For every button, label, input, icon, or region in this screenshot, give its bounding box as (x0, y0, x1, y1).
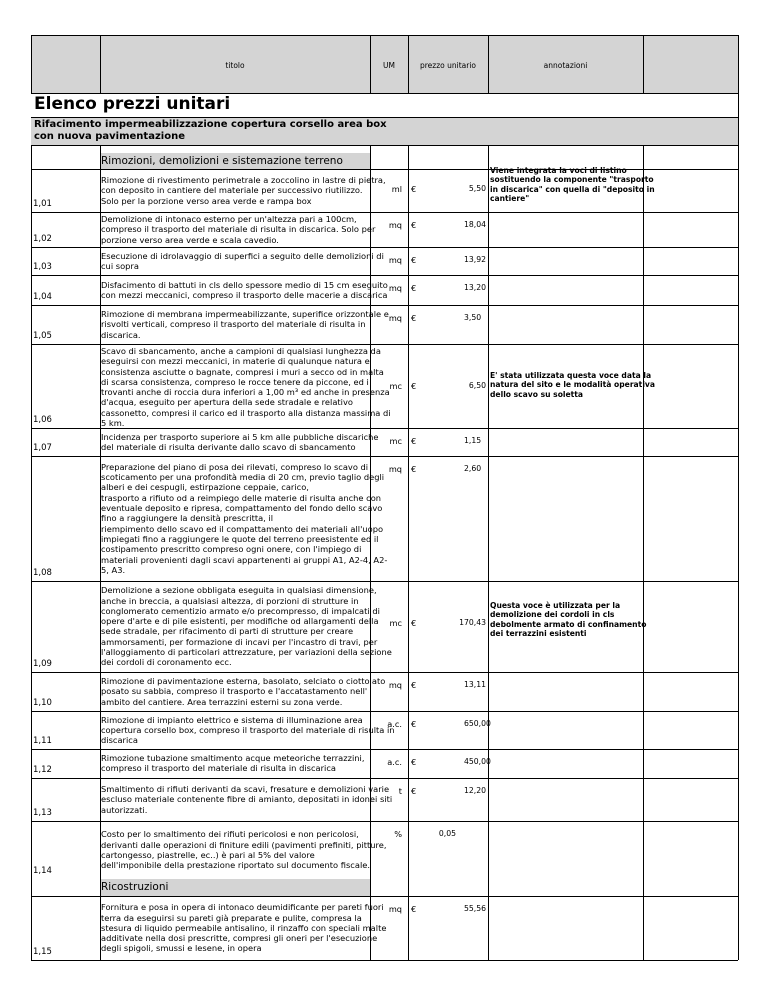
header-col-divider (643, 35, 644, 93)
row-description-line: eseguirsi con mezzi meccanici, in materie di qualunque natura e (101, 356, 370, 367)
row-description-line: Demolizione di intonaco esterno per un'altezza pari a 100cm, (101, 214, 357, 225)
row-price: 0,05 (438, 829, 456, 838)
row-description-line: Rimozione di pavimentazione esterna, basolato, selciato o ciottolato (101, 676, 386, 687)
row-description-line: posato su sabbia, compreso il trasporto e l'accatastamento nell' (101, 686, 368, 697)
row-description-line: Rimozione di rivestimento perimetrale a zoccolino in lastre di pietra, (101, 175, 386, 186)
row-price: 12,20 (464, 786, 487, 795)
row-price: 5,50 (468, 184, 486, 193)
row-description-line: trasporto a rifiuto od a reimpiego delle materie di risulta anche con (101, 492, 382, 503)
row-unit: mq (388, 680, 402, 690)
row-description-line: Solo per la porzione verso area verde e rampa box (101, 195, 312, 206)
row-price: 170,43 (459, 618, 486, 627)
row-code: 1,11 (33, 736, 52, 746)
row-annotation-line: demolizione dei cordoli in cls (490, 610, 615, 620)
currency-symbol: € (411, 184, 417, 194)
row-description-line: Esecuzione di idrolavaggio di superfici a seguito delle demolizioni di (101, 250, 384, 261)
subtitle-top-line (31, 117, 738, 118)
row-description-line: risvolti verticali, compreso il trasporto del materiale di risulta in (101, 319, 366, 330)
row-description-line: impiegati fino a raggiungere le quote del terreno preesistente ed il (101, 533, 379, 544)
row-description-line: scoticamento per una profondità media di 20 cm, previo taglio degli (101, 472, 385, 483)
row-description-line: Demolizione a sezione obbligata eseguita in qualsiasi dimensione, (101, 585, 377, 596)
row-description (101, 902, 387, 954)
row-description-line: cui sopra (101, 260, 139, 271)
row-divider (31, 581, 738, 582)
row-code: 1,04 (33, 292, 52, 302)
row-description-line: porzione verso area verde e scala cavedio. (101, 234, 279, 245)
row-description (101, 585, 392, 668)
row-divider (31, 247, 738, 248)
row-description-line: Disfacimento di battuti in cls dello spessore medio di 15 cm eseguito (101, 279, 388, 290)
col-divider (488, 145, 489, 960)
row-code: 1,07 (33, 443, 52, 453)
row-code: 1,13 (33, 808, 52, 818)
row-description-line: eventuale deposito e ripresa, compattamento del fondo dello scavo (101, 503, 383, 514)
row-description-line: Costo per lo smaltimento dei rifiuti pericolosi e non pericolosi, (101, 829, 359, 840)
row-code: 1,05 (33, 331, 52, 341)
row-description-line: conglomerato cementizio armato e/o precompresso, di impalcati di (101, 605, 380, 616)
row-annotation-line: cantiere" (490, 194, 530, 204)
row-annotation (490, 601, 645, 639)
row-description-line: stesura di liquido permeabile antisalino, il rinzaffo con speciali malte (101, 922, 387, 933)
row-divider (31, 275, 738, 276)
header-notes: annotazioni (543, 61, 588, 70)
row-description (101, 214, 376, 245)
row-code: 1,15 (33, 947, 52, 957)
row-description (101, 346, 391, 429)
row-description-line: Rimozione di membrana impermeabilizzante, superifice orizzontale e (101, 309, 389, 320)
row-unit: mq (388, 283, 402, 293)
row-unit: mq (388, 220, 402, 230)
row-code: 1,10 (33, 698, 52, 708)
row-divider (31, 305, 738, 306)
row-annotation-line: Questa voce è utilizzata per la (490, 601, 621, 610)
row-description-line: escluso materiale contenente fibre di amianto, depositati in idonei siti (101, 794, 393, 805)
row-description-line: Preparazione del piano di posa dei rilevati, compreso lo scavo di (101, 461, 369, 472)
row-price: 6,50 (468, 381, 486, 390)
row-description (101, 279, 388, 301)
row-divider (31, 672, 738, 673)
row-description-line: Incidenza per trasporto superiore ai 5 km alle pubbliche discariche (101, 431, 379, 442)
section-heading-reconstructions: Ricostruzioni (101, 881, 169, 893)
row-unit: mq (388, 464, 402, 474)
row-description-line: compreso il trasporto del materiale di risulta in discarica. Solo per (101, 224, 376, 235)
row-unit: ml (391, 184, 402, 194)
subtitle-line-2: con nuova pavimentazione (34, 131, 185, 142)
frame-left-body (31, 145, 32, 960)
table-bottom-line (31, 960, 738, 961)
header-title: titolo (225, 61, 245, 70)
row-unit: mq (388, 255, 402, 265)
currency-symbol: € (411, 220, 417, 230)
row-description-line: cartongesso, piastrelle, ec..) è pari al 5% del valore (101, 849, 315, 860)
row-description-line: Scavo di sbancamento, anche a campioni di qualsiasi lunghezza da (101, 346, 381, 356)
row-unit: a.c. (387, 757, 402, 767)
currency-symbol: € (411, 904, 417, 914)
frame-right (738, 35, 739, 960)
row-description-line: 5, A3. (101, 564, 126, 575)
row-price: 2,60 (464, 464, 482, 473)
row-price: 18,04 (464, 220, 487, 229)
row-description (101, 784, 393, 815)
row-description (101, 829, 387, 871)
row-description-line: del materiale di risulta derivante dallo scavo di sbancamento (101, 441, 356, 452)
row-code: 1,14 (33, 866, 52, 876)
row-annotation-line: Viene integrata la voci di listino (490, 166, 627, 175)
row-annotation (490, 371, 655, 399)
row-description-line: additivate nella dosi prescritte, compresi gli oneri per l'esecuzione (101, 933, 378, 944)
row-description-line: consistenza asciutte o bagnate, compresi i muri a secco od in malta (101, 366, 384, 377)
row-price: 450,00 (464, 757, 491, 766)
row-description-line: riempimento dello scavo ed il compattamento dei materiali all'uopo (101, 523, 384, 534)
row-annotation-line: E' stata utilizzata questa voce data la (490, 371, 652, 380)
row-description-line: Fornitura e posa in opera di intonaco deumidificante per pareti fuori (101, 902, 384, 913)
row-description-line: discarica. (101, 329, 141, 340)
row-description-line: derivanti dalle operazioni di finiture edili (pavimenti prefiniti, pitture, (101, 839, 387, 850)
currency-symbol: € (411, 757, 417, 767)
row-description-line: discarica (101, 735, 138, 746)
row-divider (31, 344, 738, 345)
header-col-divider (100, 35, 101, 93)
row-description (101, 431, 379, 453)
row-unit: mc (389, 436, 402, 446)
row-price: 3,50 (464, 313, 482, 322)
row-unit: mc (389, 618, 402, 628)
row-description-line: sede stradale, per rifacimento di parti di strutture per creare (101, 626, 354, 637)
row-price: 13,92 (464, 255, 487, 264)
row-description-line: cassonetto, compresi il carico ed il trasporto alla distanza massima di (101, 407, 391, 418)
row-annotation-line: dello scavo su soletta (490, 389, 584, 399)
currency-symbol: € (411, 313, 417, 323)
row-unit: % (394, 829, 402, 839)
row-divider (31, 821, 738, 822)
row-code: 1,08 (33, 568, 52, 578)
row-description (101, 753, 369, 774)
row-description-line: materiali provenienti dagli scavi appartenenti ai gruppi A1, A2-4, A2- (101, 554, 388, 565)
row-annotation-line: in discarica" con quella di "deposito in (490, 184, 655, 194)
currency-symbol: € (411, 464, 417, 474)
row-code: 1,01 (33, 199, 52, 209)
row-unit: mc (389, 381, 402, 391)
row-description-line: ammorsamenti, per formazione di incavi per l'incastro di travi, per (101, 636, 378, 647)
row-description-line: costipamento prescritto compreso ogni onere, con l'impiego di (101, 544, 362, 555)
row-description-line: compreso il trasporto del materiale di risulta in discarica (101, 763, 336, 774)
row-annotation-line: sostituendo la componente "trasporto (490, 175, 654, 185)
row-description-line: Rimozione di impianto elettrico e sistema di illuminazione area (101, 714, 363, 725)
header-price: prezzo unitario (419, 61, 477, 70)
page-title: Elenco prezzi unitari (34, 94, 231, 114)
currency-symbol: € (411, 786, 417, 796)
row-description (101, 309, 389, 340)
row-description (101, 175, 386, 206)
row-description-line: terra da eseguirsi su pareti già preparate e pulite, compresa la (101, 912, 362, 923)
row-code: 1,06 (33, 415, 52, 425)
row-divider (31, 749, 738, 750)
row-description-line: autorizzati. (101, 804, 148, 815)
section-heading-demolitions: Rimozioni, demolizioni e sistemazione terreno (101, 155, 343, 167)
row-divider (31, 711, 738, 712)
row-description-line: anche in breccia, a qualsiasi altezza, di porzioni di strutture in (101, 595, 359, 606)
currency-symbol: € (411, 680, 417, 690)
row-unit: a.c. (387, 719, 402, 729)
row-divider (31, 212, 738, 213)
row-code: 1,09 (33, 659, 52, 669)
row-description-line: ambito del cantiere. Area terrazzini esterni su zona verde. (101, 696, 343, 707)
row-description (101, 461, 388, 575)
currency-symbol: € (411, 283, 417, 293)
currency-symbol: € (411, 618, 417, 628)
row-annotation (490, 166, 655, 204)
subtitle-line-1: Rifacimento impermeabilizzazione copertura corsello area box (34, 119, 387, 130)
row-description-line: 5 km. (101, 418, 125, 429)
row-divider (31, 456, 738, 457)
currency-symbol: € (411, 381, 417, 391)
row-code: 1,03 (33, 262, 52, 272)
row-description-line: con deposito in cantiere del materiale per successivo riutilizzo. (101, 185, 363, 196)
header-col-divider (488, 35, 489, 93)
row-description-line: dell'imponibile della prestazione riportato sul documento fiscale. (101, 860, 370, 871)
row-description-line: trovanti anche di roccia dura inferiori a 1,00 m³ ed anche in presenza (101, 387, 390, 398)
row-annotation-line: dei terrazzini esistenti (490, 629, 587, 639)
row-code: 1,02 (33, 234, 52, 244)
row-code: 1,12 (33, 765, 52, 775)
currency-symbol: € (411, 255, 417, 265)
row-description-line: d'acqua, eseguito per apertura della sede stradale e relativo (101, 397, 353, 408)
border-top (31, 35, 738, 36)
row-description (101, 250, 384, 272)
col-divider (408, 145, 409, 960)
row-description-line: dei cordoli di coronamento ecc. (101, 657, 232, 668)
row-price: 55,56 (464, 904, 487, 913)
header-um: UM (383, 61, 395, 70)
row-price: 13,20 (464, 283, 487, 292)
row-description-line: alberi e dei cespugli, estirpazione ceppaie, carico, (101, 482, 309, 493)
row-description-line: l'alloggiamento di particolari attrezzature, per variazioni della sezione (101, 647, 392, 658)
row-divider (31, 778, 738, 779)
row-description-line: Smaltimento di rifiuti derivanti da scavi, fresature e demolizioni varie (101, 784, 390, 795)
row-description-line: con mezzi meccanici, compreso il trasporto delle macerie a discarica (101, 289, 388, 300)
header-bottom-line (31, 93, 738, 94)
row-unit: mq (388, 904, 402, 914)
row-price: 1,15 (464, 436, 482, 445)
row-description (101, 676, 386, 707)
subtitle-bottom-line (31, 145, 738, 146)
row-description-line: opere d'arte e di pile esistenti, per modifiche od allargamenti della (101, 616, 379, 627)
frame-left-header (31, 35, 32, 93)
row-description (101, 714, 395, 746)
row-description-line: copertura corsello box, compreso il trasporto del materiale di risulta in (101, 724, 395, 735)
currency-symbol: € (411, 436, 417, 446)
row-description-line: degli spigoli, smussi e lesene, in opera (101, 943, 262, 954)
row-price: 13,11 (464, 680, 487, 689)
row-price: 650,00 (464, 719, 491, 728)
row-description-line: di scarsa consistenza, compreso le rocce tenere da piccone, ed i (101, 376, 369, 387)
row-description-line: Rimozione tubazione smaltimento acque meteoriche terrazzini, (101, 753, 365, 764)
row-unit: mq (388, 313, 402, 323)
currency-symbol: € (411, 719, 417, 729)
row-annotation-line: natura del sito e le modalità operativa (490, 380, 655, 390)
header-col-divider (408, 35, 409, 93)
row-description-line: fino a raggiungere la densità prescritta, il (101, 513, 274, 524)
section-2-bottom-line (31, 896, 738, 897)
col-divider (643, 145, 644, 960)
header-col-divider (370, 35, 371, 93)
row-annotation-line: debolmente armato di confinamento (490, 619, 647, 629)
row-unit: t (398, 786, 402, 796)
